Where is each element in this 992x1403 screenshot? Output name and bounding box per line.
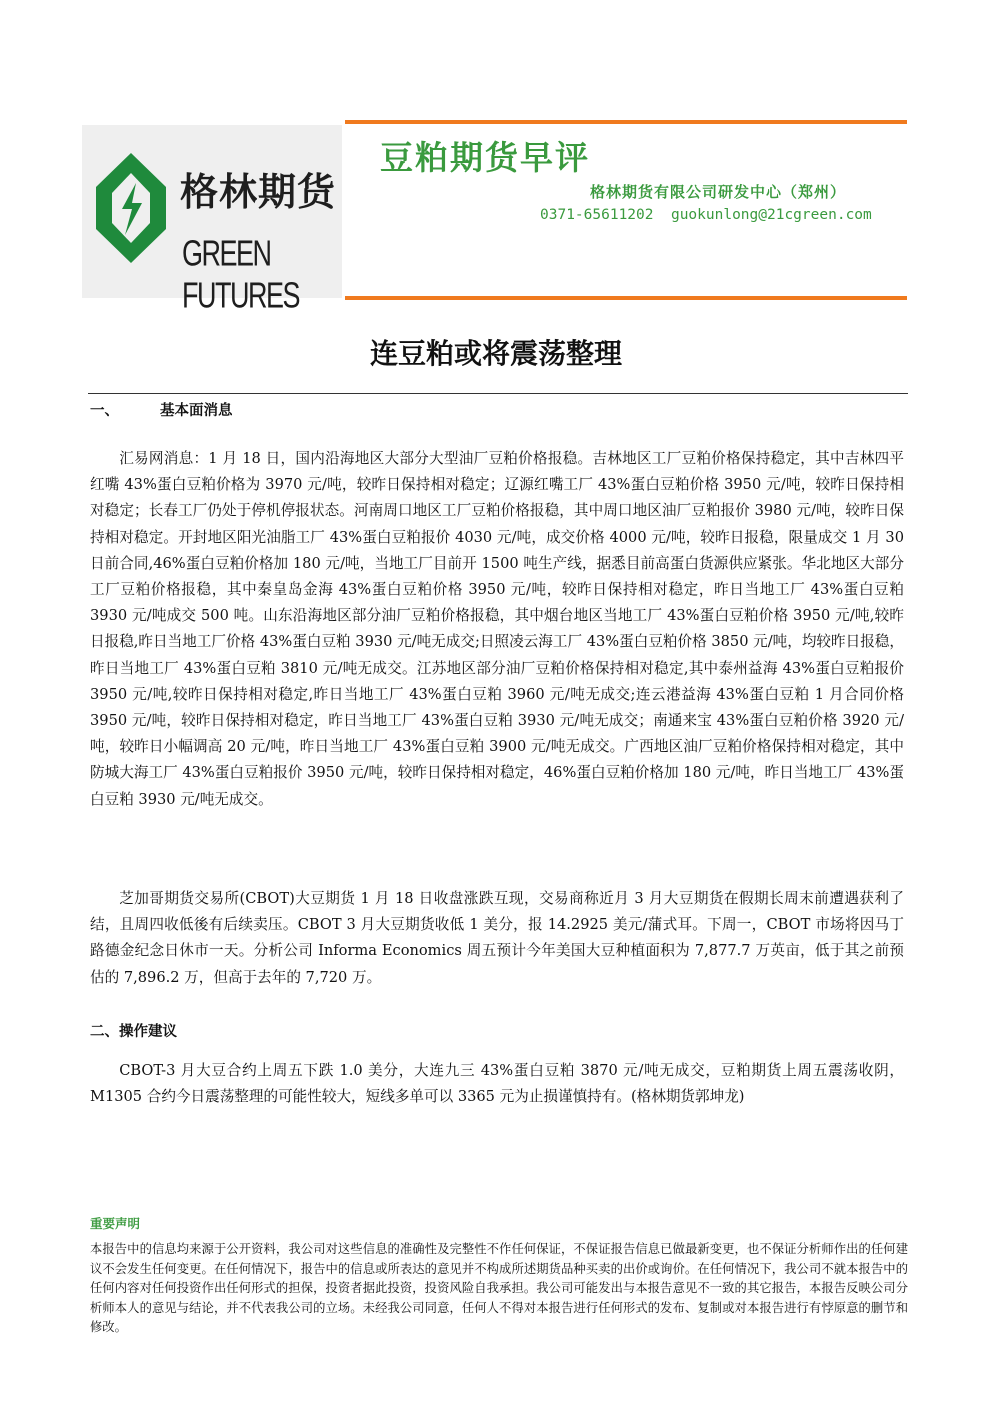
advice-paragraph: CBOT-3 月大豆合约上周五下跌 1.0 美分，大连九三 43%蛋白豆粕 3870 元/吨无成交，豆粕期货上周五震荡收阴，M1305 合约今日震荡整理的可能性较大，短线多单可以 3365 元为止损谨慎持有。(格林期货郭坤龙) — [90, 1062, 904, 1106]
disclaimer-title: 重要声明 — [90, 1216, 141, 1231]
green-futures-logo-icon — [92, 149, 170, 267]
email-address[interactable]: guokunlong@21cgreen.com — [670, 207, 872, 223]
report-title: 豆粕期货早评 — [380, 138, 590, 177]
header-top-rule — [345, 120, 907, 124]
phone-number: 0371-65611202 — [540, 207, 654, 223]
fundamentals-paragraph-2: 芝加哥期货交易所(CBOT)大豆期货 1 月 18 日收盘涨跌互现，交易商称近月 3 月大豆期货在假期长周末前遭遇获利了结，且周四收低後有后续卖压。CBOT 3 月大豆期货收低 1 美分，报 14.2925 美元/蒲式耳。下周一，CBOT 市场将因马丁路德金纪念日休市一天。分析公司 Informa Economics 周五预计今年美国大豆种植面积为 7,877.7 万英亩，低于其之前预估的 7,896.2 万，但高于去年的 7,720 万。 — [90, 890, 904, 986]
fundamentals-paragraph-1: 汇易网消息：1 月 18 日，国内沿海地区大部分大型油厂豆粕价格报稳。吉林地区工厂豆粕价格保持稳定，其中吉林四平红嘴 43%蛋白豆粕价格为 3970 元/吨，较昨日保持相对稳定；辽源红嘴工厂 43%蛋白豆粕价格 3950 元/吨，较昨日保持相对稳定；长春工厂仍处于停机停报状态。河南周口地区工厂豆粕价格报稳，其中周口地区油厂豆粕报价 3980 元/吨，较昨日保持相对稳定。开封地区阳光油脂工厂 43%蛋白豆粕报价 4030 元/吨，成交价格 4000 元/吨，较昨日报稳，限量成交 1 月 30 日前合同,46%蛋白豆粕价格加 180 元/吨，当地工厂目前开 1500 吨生产线，据悉目前高蛋白货源供应紧张。华北地区大部分工厂豆粕价格报稳，其中秦皇岛金海 43%蛋白豆粕价格 3950 元/吨，较昨日保持相对稳定，昨日当地工厂 43%蛋白豆粕 3930 元/吨成交 500 吨。山东沿海地区部分油厂豆粕价格报稳，其中烟台地区当地工厂 43%蛋白豆粕价格 3950 元/吨,较昨日报稳,昨日当地工厂价格 43%蛋白豆粕 3930 元/吨无成交;日照凌云海工厂 43%蛋白豆粕价格 3850 元/吨，均较昨日报稳，昨日当地工厂 43%蛋白豆粕 3810 元/吨无成交。江苏地区部分油厂豆粕价格保持相对稳定,其中泰州益海 43%蛋白豆粕报价 3950 元/吨,较昨日保持相对稳定,昨日当地工厂 43%蛋白豆粕 3960 元/吨无成交;连云港益海 43%蛋白豆粕 1 月合同价格 3950 元/吨，较昨日保持相对稳定，昨日当地工厂 43%蛋白豆粕 3930 元/吨无成交；南通来宝 43%蛋白豆粕价格 3920 元/吨，较昨日小幅调高 20 元/吨，昨日当地工厂 43%蛋白豆粕 3900 元/吨无成交。广西地区油厂豆粕价格保持相对稳定，其中防城大海工厂 43%蛋白豆粕报价 3950 元/吨，较昨日保持相对稳定，46%蛋白豆粕价格加 180 元/吨，昨日当地工厂 43%蛋白豆粕 3930 元/吨无成交。 — [90, 450, 904, 808]
section-heading-advice: 二、操作建议 — [90, 1024, 177, 1040]
section-title: 基本面消息 — [160, 403, 233, 419]
company-logo — [82, 125, 342, 316]
title-divider — [88, 393, 908, 394]
page-title: 连豆粕或将震荡整理 — [369, 337, 622, 370]
disclaimer-text: 本报告中的信息均来源于公开资料，我公司对这些信息的准确性及完整性不作任何保证，不保证报告信息已做最新变更，也不保证分析师作出的任何建议不会发生任何变更。在任何情况下，报告中的信息或所表达的意见并不构成所述期货品种买卖的出价或询价。在任何情况下，我公司不就本报告中的任何内容对任何投资作出任何形式的担保，投资者据此投资，投资风险自我承担。我公司可能发出与本报告意见不一致的其它报告，本报告反映公司分析师本人的意见与结论，并不代表我公司的立场。未经我公司同意，任何人不得对本报告进行任何形式的发布、复制或对本报告进行有悖原意的删节和修改。 — [90, 1242, 908, 1335]
header-bottom-rule — [345, 296, 907, 300]
contact-info — [540, 207, 872, 223]
section-number: 一、 — [90, 403, 119, 419]
logo-english-name: GREEN FUTURES — [182, 233, 299, 316]
organization-name: 格林期货有限公司研发中心（郑州） — [590, 183, 847, 201]
section-heading-fundamentals — [90, 399, 233, 420]
logo-chinese-name: 格林期货 — [180, 170, 337, 214]
